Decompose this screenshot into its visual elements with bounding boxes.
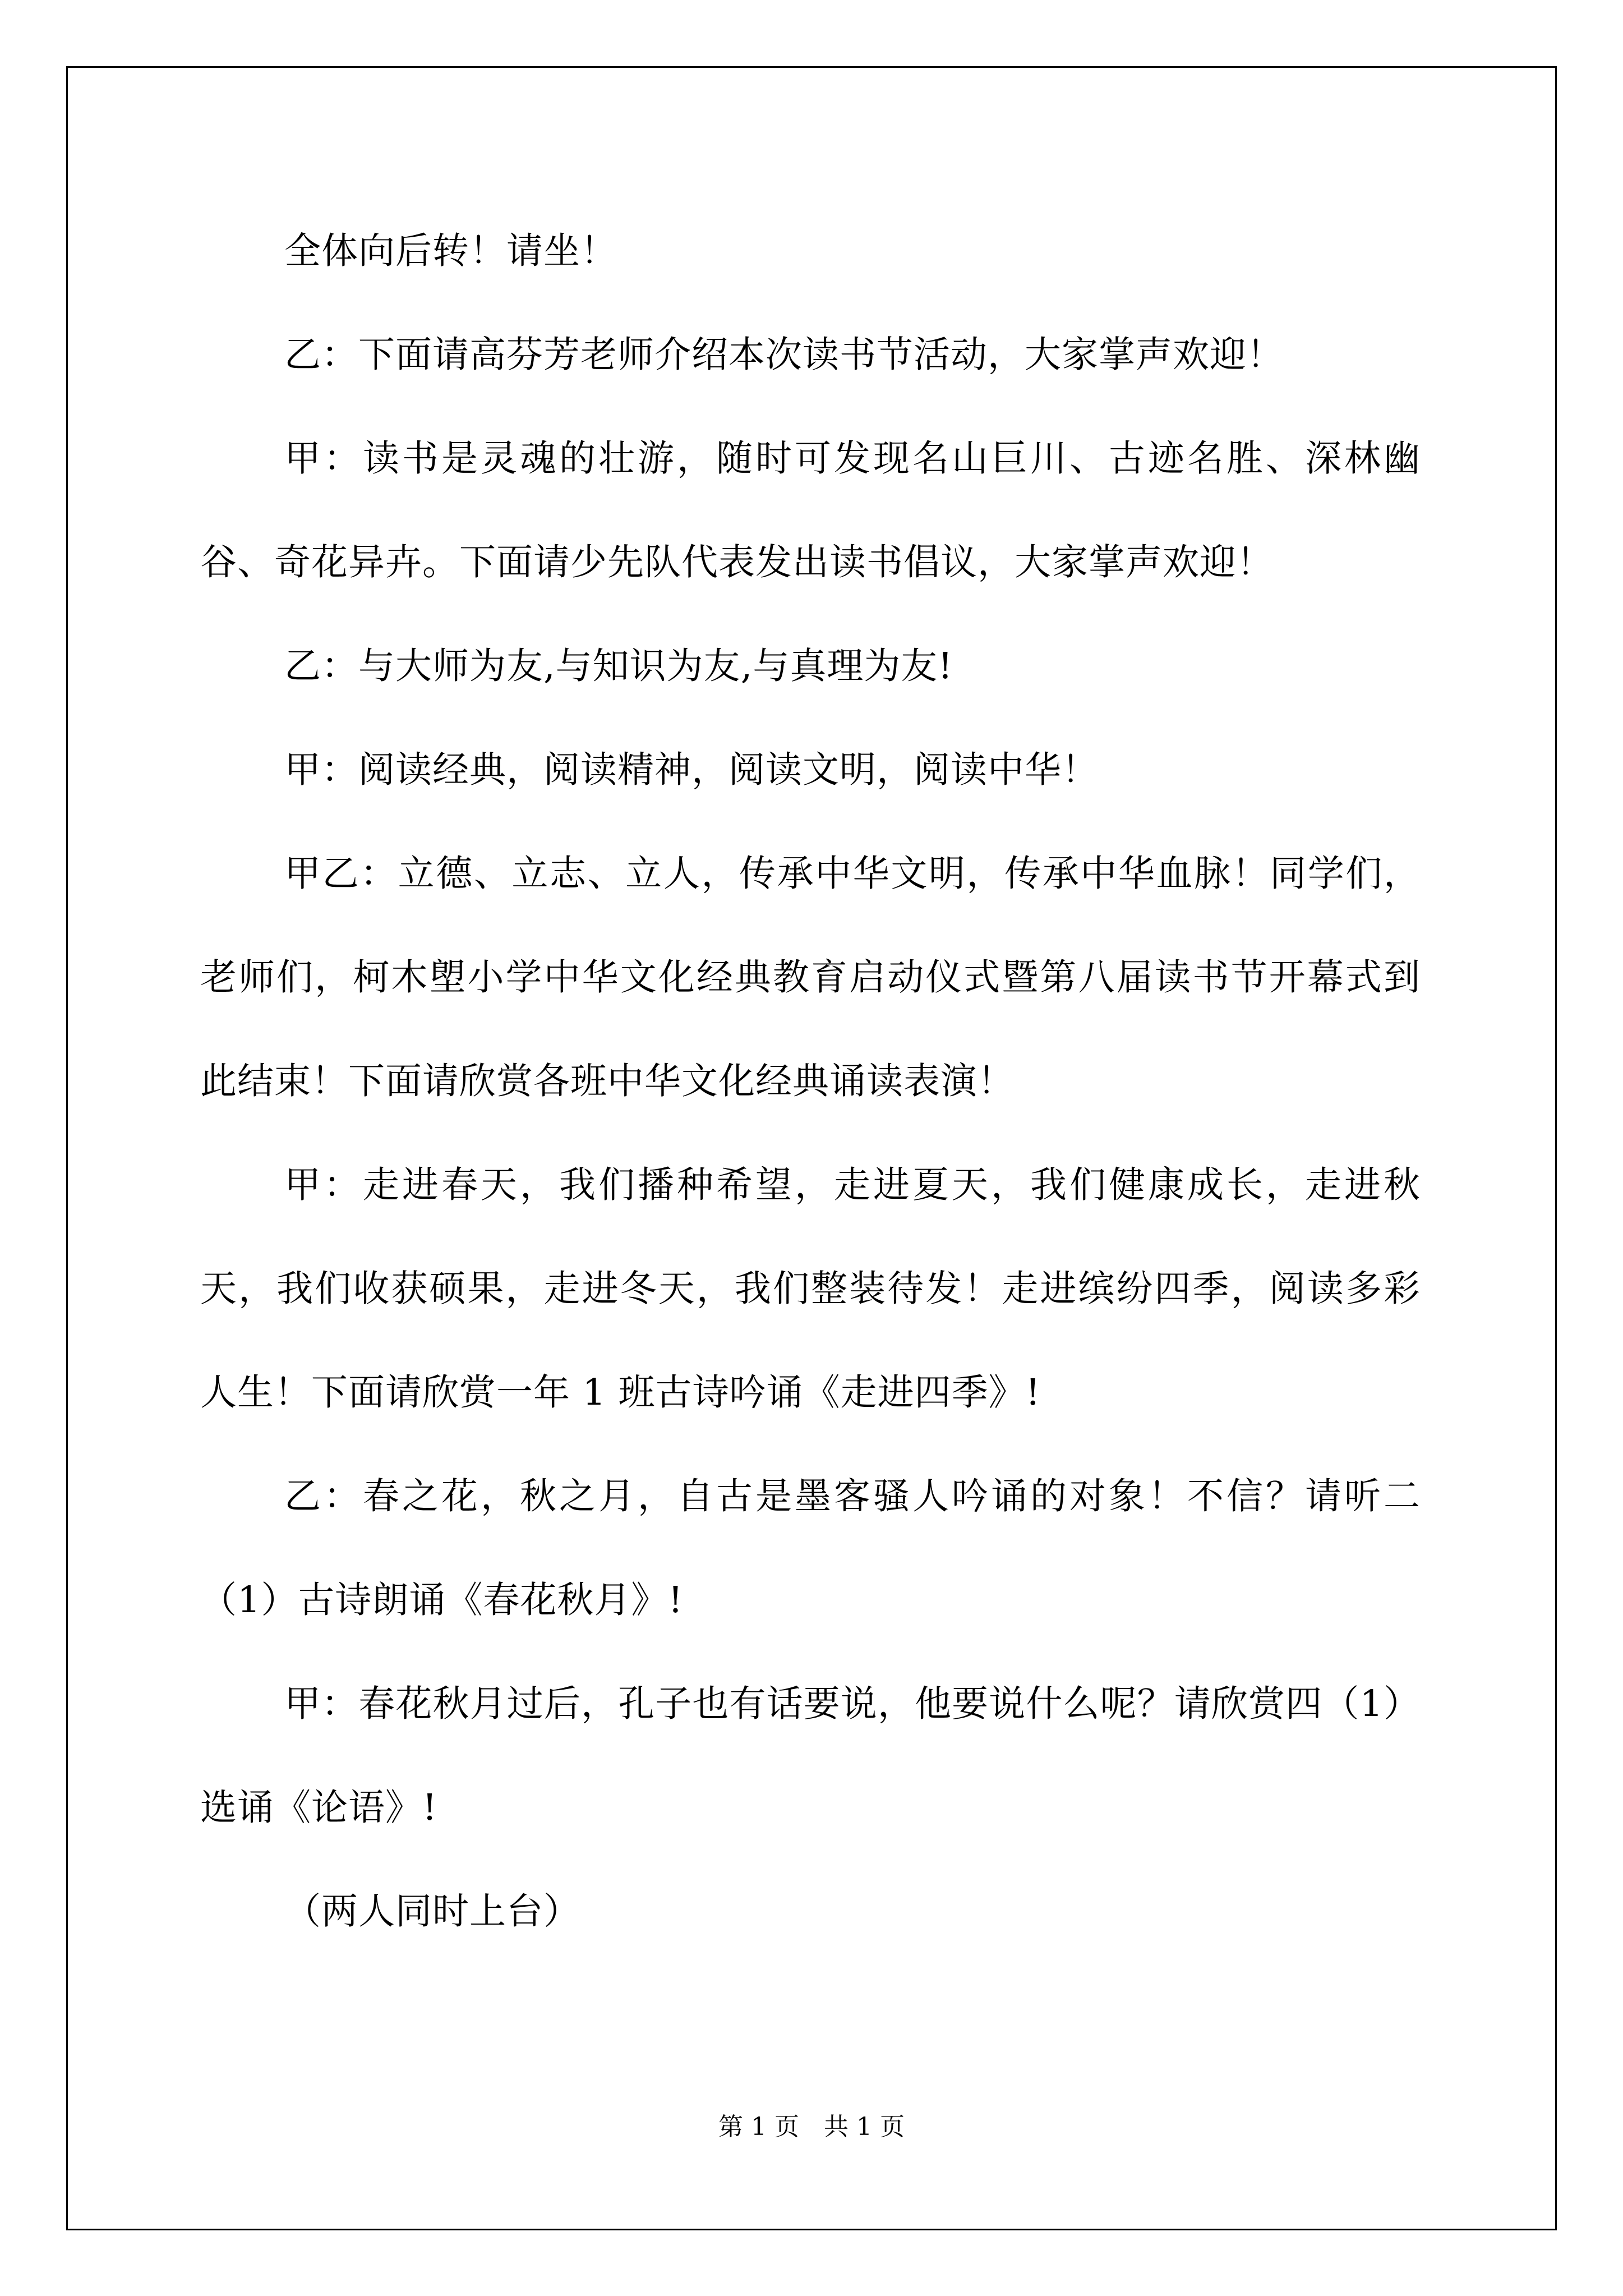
paragraph-4: 乙：与大师为友,与知识为友,与真理为友! [284, 645, 953, 687]
paragraph-9: 甲：春花秋月过后，孔子也有话要说，他要说什么呢？请欣赏四（1）选诵《论语》! [200, 1683, 1421, 1829]
document-body [200, 199, 1421, 1963]
paragraph-1: 全体向后转！请坐！ [284, 230, 618, 272]
page-footer: 第 1 页 共 1 页 [718, 2113, 905, 2141]
paragraph-2: 乙：下面请高芬芳老师介绍本次读书节活动，大家掌声欢迎！ [284, 334, 1284, 376]
paragraph-6: 甲乙：立德、立志、立人，传承中华文明，传承中华血脉！同学们，老师们，柯木塱小学中华文化经典教育启动仪式暨第八届读书节开幕式到此结束！下面请欣赏各班中华文化经典诵读表演！ [200, 853, 1421, 1102]
paragraph-10: （两人同时上台） [284, 1890, 581, 1932]
paragraph-8: 乙：春之花，秋之月，自古是墨客骚人吟诵的对象！不信？请听二（1）古诗朗诵《春花秋月》! [200, 1475, 1421, 1621]
paragraph-5: 甲：阅读经典，阅读精神，阅读文明，阅读中华！ [284, 749, 1099, 791]
paragraph-3: 甲：读书是灵魂的壮游，随时可发现名山巨川、古迹名胜、深林幽谷、奇花异卉。下面请少先队代表发出读书倡议，大家掌声欢迎！ [200, 438, 1421, 583]
paragraph-7: 甲：走进春天，我们播种希望，走进夏天，我们健康成长，走进秋天，我们收获硕果，走进冬天，我们整装待发！走进缤纷四季，阅读多彩人生！下面请欣赏一年 1 班古诗吟诵《走进四季》! [200, 1164, 1421, 1414]
